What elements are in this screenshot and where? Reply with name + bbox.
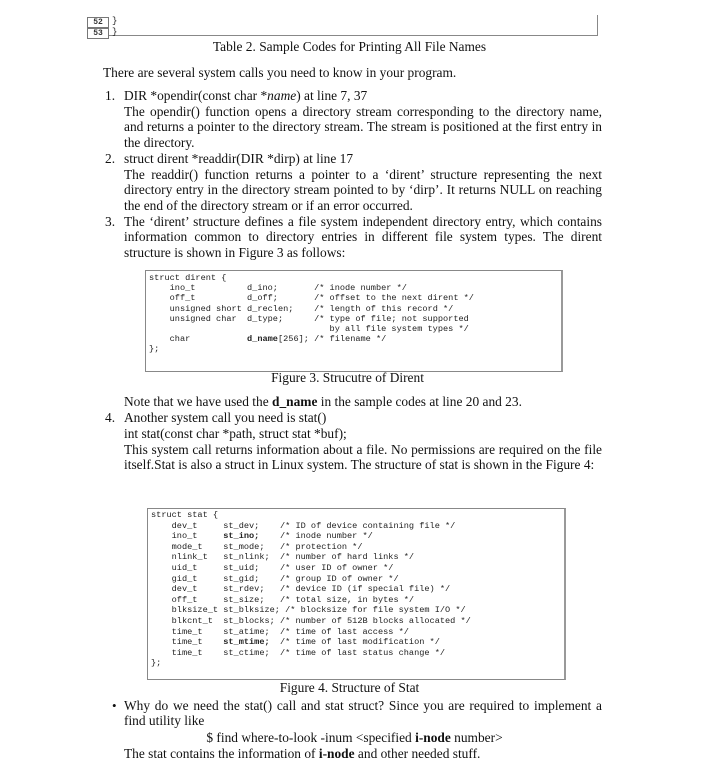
item4-heading: Another system call you need is stat() xyxy=(124,410,327,425)
pad xyxy=(278,283,314,293)
pad xyxy=(278,293,314,303)
field-comment: /* inode number */ xyxy=(314,283,407,294)
pad xyxy=(259,531,280,541)
dirent-code xyxy=(146,271,561,355)
bullet-icon: • xyxy=(112,698,117,713)
item4-body: This system call returns information about a file. No permissions are required on the file itself.Stat is also a struct in Linux system. The structure of stat is shown in the Figure 4: xyxy=(124,442,602,473)
field-name: st_blocks; xyxy=(223,615,275,626)
field-name: d_type; xyxy=(247,313,284,324)
stat-code xyxy=(148,509,564,669)
field-type: blksize_t xyxy=(171,605,219,616)
pad xyxy=(270,627,280,637)
conclusion-part: and other needed stuff. xyxy=(354,746,481,761)
field-name: st_blksize; xyxy=(223,605,280,616)
code-listing-tail xyxy=(87,15,598,36)
item2-body: The readdir() function returns a pointer to a ‘dirent’ structure representing the next directory entry in the directory stream pointed to by ‘dirp’. It returns NULL on reaching the end of the directory stream or if an error occurred. xyxy=(124,167,602,213)
list-number: 4. xyxy=(105,410,116,425)
item1-heading xyxy=(124,88,602,103)
field-type: char xyxy=(169,334,242,345)
command-text: number> xyxy=(450,730,503,745)
field-name: d_name xyxy=(247,334,278,345)
conclusion-part: The stat contains the information of xyxy=(124,746,319,761)
field-comment: /* ID of device containing file */ xyxy=(279,520,456,531)
field-type: dev_t xyxy=(171,520,219,531)
field-comment: /* time of last status change */ xyxy=(279,647,446,658)
field-comment: /* inode number */ xyxy=(279,531,373,542)
pad xyxy=(259,574,280,584)
field-comment: /* protection */ xyxy=(279,541,363,552)
field-type: uid_t xyxy=(171,562,219,573)
stat-struct-figure xyxy=(147,508,566,680)
conclusion-text xyxy=(124,746,602,761)
field-type: mode_t xyxy=(171,541,219,552)
field-name: st_ctime; xyxy=(223,647,270,658)
pad xyxy=(270,648,280,658)
field-suffix: [256]; xyxy=(277,334,309,345)
item3-body: The ‘dirent’ structure defines a file system independent directory entry, which contains information common to directory entries in different file system types. The dirent structure is shown in Figure 3 as follows: xyxy=(124,214,602,260)
field-name: d_reclen; xyxy=(247,303,294,314)
pad xyxy=(293,304,314,314)
field-name: st_mtime; xyxy=(223,637,270,648)
field-name: st_rdev; xyxy=(223,584,265,595)
field-comment: /* number of 512B blocks allocated */ xyxy=(279,615,471,626)
command-bold: i-node xyxy=(415,730,451,745)
field-comment: /* device ID (if special file) */ xyxy=(279,584,451,595)
field-comment: /* blocksize for file system I/O */ xyxy=(285,605,466,616)
dirent-struct-figure xyxy=(145,270,563,372)
pad xyxy=(259,563,280,573)
field-comment: /* number of hard links */ xyxy=(279,552,415,563)
field-type: ino_t xyxy=(171,531,219,542)
table2-caption: Table 2. Sample Codes for Printing All File Names xyxy=(212,39,487,54)
field-name: st_mode; xyxy=(223,541,265,552)
field-type xyxy=(170,324,242,334)
field-comment: /* offset to the next dirent */ xyxy=(314,293,474,304)
field-comment: /* time of last access */ xyxy=(279,626,409,637)
pad xyxy=(270,637,280,647)
note-text: in the sample codes at line 20 and 23. xyxy=(317,394,522,409)
field-name: d_off; xyxy=(247,293,278,304)
field-type: off_t xyxy=(169,293,242,304)
field-comment: /* filename */ xyxy=(314,334,387,345)
code-line: } xyxy=(112,16,118,26)
field-type: ino_t xyxy=(169,283,242,294)
field-type: off_t xyxy=(171,594,219,605)
command-text: $ find where-to-look -inum <specified xyxy=(206,730,416,745)
item1-body: The opendir() function opens a directory stream corresponding to the directory name, and returns a pointer to the directory stream. The stream is positioned at the first entry in the directory. xyxy=(124,104,602,150)
code-line: } xyxy=(112,27,118,37)
field-comment: /* user ID of owner */ xyxy=(279,562,394,573)
field-comment: /* total size, in bytes */ xyxy=(279,594,415,605)
field-comment: /* type of file; not supported xyxy=(314,313,469,324)
find-command xyxy=(0,730,703,746)
field-comment: /* group ID of owner */ xyxy=(279,573,399,584)
pad xyxy=(259,521,280,531)
figure4-caption: Figure 4. Structure of Stat xyxy=(279,680,420,695)
field-name: d_ino; xyxy=(247,283,278,294)
intro-paragraph: There are several system calls you need to know in your program. xyxy=(103,65,457,80)
field-type: unsigned char xyxy=(169,313,242,324)
heading-italic: name xyxy=(267,88,297,103)
pad xyxy=(247,324,314,334)
heading-text: ) at line 7, 37 xyxy=(296,88,368,103)
note-bold: d_name xyxy=(272,394,318,409)
line-number: 53 xyxy=(87,28,109,39)
pad xyxy=(265,584,280,594)
field-name: st_dev; xyxy=(223,520,260,531)
field-type: dev_t xyxy=(171,584,219,595)
field-comment: /* time of last modification */ xyxy=(279,637,440,648)
field-type: time_t xyxy=(171,647,219,658)
code-line: }; xyxy=(151,658,162,669)
list-number: 3. xyxy=(105,214,116,229)
pad xyxy=(265,595,280,605)
field-name: st_gid; xyxy=(223,573,260,584)
list-number: 2. xyxy=(105,151,116,166)
field-comment: by all file system types */ xyxy=(314,324,469,335)
conclusion-bold: i-node xyxy=(318,746,355,761)
heading-text: DIR *opendir(const char * xyxy=(124,88,268,103)
bullet-text: Why do we need the stat() call and stat struct? Since you are required to implement a find utility like xyxy=(124,698,602,729)
item2-heading: struct dirent *readdir(DIR *dirp) at line 17 xyxy=(124,151,354,166)
field-type: nlink_t xyxy=(171,552,219,563)
item4-signature: int stat(const char *path, struct stat *buf); xyxy=(124,426,347,441)
field-comment: /* length of this record */ xyxy=(314,303,454,314)
field-type: gid_t xyxy=(171,573,219,584)
field-type: time_t xyxy=(171,626,219,637)
field-name: st_atime; xyxy=(223,626,270,637)
field-name: st_nlink; xyxy=(223,552,270,563)
field-type: unsigned short xyxy=(169,303,242,314)
figure3-caption: Figure 3. Strucutre of Dirent xyxy=(271,370,424,385)
note-text: Note that we have used the xyxy=(124,394,272,409)
list-number: 1. xyxy=(105,88,116,103)
field-name: st_ino; xyxy=(223,531,260,542)
field-type: blkcnt_t xyxy=(171,615,219,626)
code-line: struct dirent { xyxy=(149,273,227,283)
code-line: }; xyxy=(149,344,160,355)
line-number: 52 xyxy=(87,17,109,28)
pad xyxy=(283,314,314,324)
pad xyxy=(270,552,280,562)
field-name: st_size; xyxy=(223,594,265,605)
code-line: struct stat { xyxy=(151,510,219,520)
field-name: st_uid; xyxy=(223,562,260,573)
note-paragraph xyxy=(124,394,602,409)
pad xyxy=(265,542,280,552)
field-type: time_t xyxy=(171,637,219,648)
